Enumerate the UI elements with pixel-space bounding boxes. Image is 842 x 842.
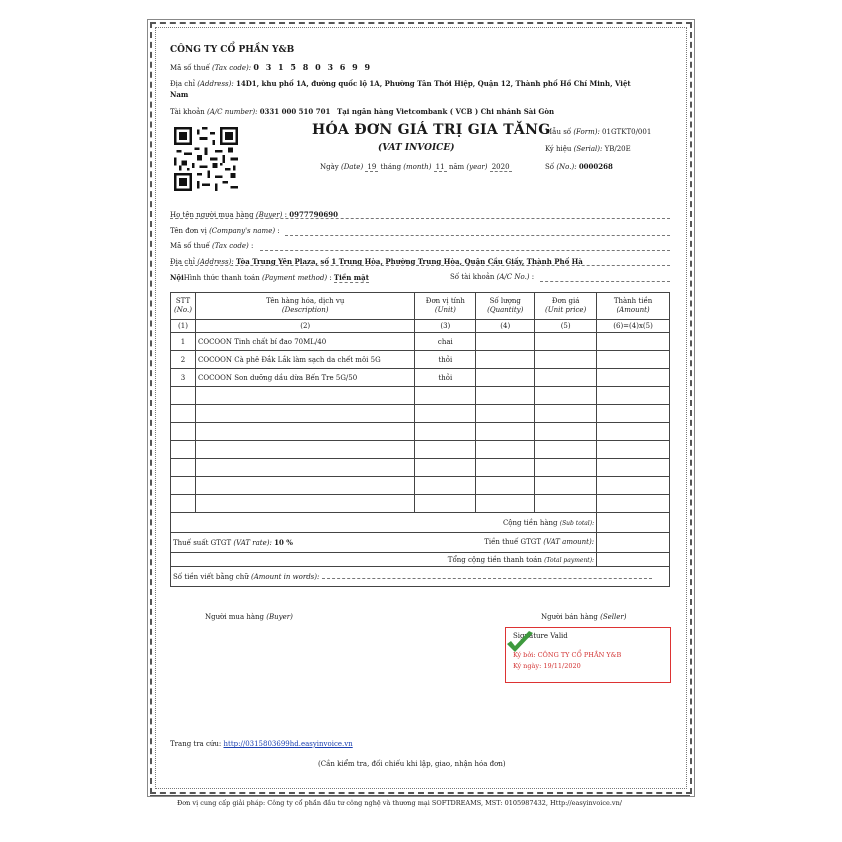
cell-no [171, 495, 196, 513]
cell-no: 1 [171, 333, 196, 351]
company-account: 0331 000 510 701 [259, 107, 331, 116]
cell-description [195, 405, 414, 423]
col-header-amount: Thành tiền (Amount) [597, 293, 670, 320]
cell-amount [597, 333, 670, 351]
company-address-row: Địa chỉ (Address): 14D1, khu phố 1A, đường quốc lộ 1A, Phường Tân Thới Hiệp, Quận 12, Thành phố Hồ Chí Minh, Việt [170, 79, 631, 88]
buyer-address-row: Địa chỉ (Address): Tòa Trung Yên Plaza, số 1 Trung Hòa, Phường Trung Hòa, Quận Cầu Giấy, Thành Phố Hà [170, 257, 670, 266]
signed-date-text: Ký ngày: 19/11/2020 [513, 662, 581, 670]
col-header-no: STT (No.) [171, 293, 196, 320]
invoice-serial: Ký hiệu (Serial): YB/20E [545, 145, 631, 153]
invoice-number: Số (No.): 0000268 [545, 162, 613, 171]
buyer-signature-label: Người mua hàng (Buyer) [205, 613, 293, 621]
cell-no [171, 441, 196, 459]
subtotal-row: Cộng tiền hàng (Sub total): [171, 513, 670, 533]
cell-amount [597, 387, 670, 405]
cell-amount [597, 495, 670, 513]
invoice-subtitle: (VAT INVOICE) [378, 143, 455, 153]
cell-unit [415, 423, 476, 441]
cell-quantity [476, 423, 535, 441]
invoice-title: HÓA ĐƠN GIÁ TRỊ GIA TĂNG [312, 122, 551, 138]
company-tax-code: 0 3 1 5 8 0 3 6 9 9 [253, 62, 373, 72]
company-address: 14D1, khu phố 1A, đường quốc lộ 1A, Phường Tân Thới Hiệp, Quận 12, Thành phố Hồ Chí Minh, Việt [235, 79, 631, 88]
items-table [170, 292, 670, 587]
cell-amount [597, 423, 670, 441]
cell-unit [415, 459, 476, 477]
amount-words-row: Số tiền viết bằng chữ (Amount in words): [171, 567, 670, 587]
cell-amount [597, 351, 670, 369]
company-address-line2: Nam [170, 90, 189, 99]
col-header-unit-price: Đơn giá (Unit price) [535, 293, 597, 320]
buyer-payment: Tiền mặt [333, 273, 369, 282]
cell-description: COCOON Son dưỡng dầu dừa Bến Tre 5G/50 [195, 369, 414, 387]
cell-no [171, 405, 196, 423]
cell-unit: chai [415, 333, 476, 351]
qr-code [174, 127, 238, 191]
cell-unit-price [535, 405, 597, 423]
col-header-description: Tên hàng hóa, dịch vụ (Description) [195, 293, 414, 320]
cell-unit-price [535, 369, 597, 387]
table-row [171, 441, 670, 459]
cell-description: COCOON Tinh chất bí đao 70ML/40 [195, 333, 414, 351]
cell-unit: thỏi [415, 351, 476, 369]
invoice-form: Mẫu số (Form): 01GTKT0/001 [545, 128, 652, 136]
cell-quantity [476, 369, 535, 387]
cell-unit-price [535, 423, 597, 441]
table-row [171, 369, 670, 387]
cell-description: COCOON Cà phê Đắk Lắk làm sạch da chết môi 5G [195, 351, 414, 369]
company-account-row: Tài khoản (A/C number): 0331 000 510 701 Tại ngân hàng Vietcombank ( VCB ) Chi nhánh Sài Gòn [170, 107, 555, 116]
col-header-unit: Đơn vị tính (Unit) [415, 293, 476, 320]
total-row: Tổng cộng tiền thanh toán (Total payment): [171, 553, 670, 567]
table-row [171, 351, 670, 369]
cell-no [171, 477, 196, 495]
buyer-name-row: Họ tên người mua hàng (Buyer) : 0977790690 [170, 210, 670, 219]
cell-amount [597, 459, 670, 477]
col-header-quantity: Số lượng (Quantity) [476, 293, 535, 320]
cell-unit [415, 477, 476, 495]
cell-quantity [476, 405, 535, 423]
cell-unit [415, 495, 476, 513]
check-note: (Cần kiểm tra, đối chiếu khi lập, giao, nhận hóa đơn) [318, 760, 506, 768]
cell-unit [415, 405, 476, 423]
cell-no [171, 423, 196, 441]
provider-note: Đơn vị cung cấp giải pháp: Công ty cổ phần đầu tư công nghệ và thương mại SOFTDREAMS, MST: 0105987432, Http://easyinvoice.vn/ [177, 799, 622, 807]
cell-unit-price [535, 495, 597, 513]
cell-quantity [476, 441, 535, 459]
cell-unit-price [535, 477, 597, 495]
cell-description [195, 459, 414, 477]
cell-amount [597, 441, 670, 459]
buyer-payment-row: NộiHình thức thanh toán (Payment method) : Tiền mặt Số tài khoản (A/C No.) : [170, 273, 670, 282]
cell-description [195, 423, 414, 441]
cell-description [195, 441, 414, 459]
cell-no [171, 459, 196, 477]
buyer-address: Tòa Trung Yên Plaza, số 1 Trung Hòa, Phường Trung Hòa, Quận Cầu Giấy, Thành Phố Hà [235, 257, 583, 266]
lookup-link[interactable]: http://0315803699hd.easyinvoice.vn [223, 740, 353, 748]
cell-no [171, 387, 196, 405]
cell-unit: thỏi [415, 369, 476, 387]
cell-unit [415, 387, 476, 405]
lookup-row: Trang tra cứu: http://0315803699hd.easyinvoice.vn [170, 740, 353, 748]
table-row [171, 423, 670, 441]
cell-no: 3 [171, 369, 196, 387]
company-bank: Tại ngân hàng Vietcombank ( VCB ) Chi nhánh Sài Gòn [337, 107, 555, 116]
company-tax-row: Mã số thuế (Tax code): 0 3 1 5 8 0 3 6 9 9 [170, 62, 373, 72]
cell-unit-price [535, 441, 597, 459]
cell-unit [415, 441, 476, 459]
company-name: CÔNG TY CỔ PHẦN Y&B [170, 45, 295, 55]
cell-quantity [476, 495, 535, 513]
buyer-tax-row: Mã số thuế (Tax code) : [170, 242, 670, 250]
table-row [171, 459, 670, 477]
cell-unit-price [535, 387, 597, 405]
cell-description [195, 477, 414, 495]
cell-quantity [476, 351, 535, 369]
cell-unit-price [535, 333, 597, 351]
cell-amount [597, 369, 670, 387]
vat-rate: 10 % [274, 538, 293, 547]
table-row [171, 333, 670, 351]
signed-by-text: Ký bởi: CÔNG TY CỔ PHẦN Y&B [513, 651, 622, 659]
vat-row: Thuế suất GTGT (VAT rate): 10 % Tiền thuế GTGT (VAT amount): [171, 533, 670, 553]
column-number-row: (1) (2) (3) (4) (5) (6)=(4)x(5) [171, 320, 670, 333]
buyer-name: 0977790690 [289, 210, 338, 219]
cell-unit-price [535, 351, 597, 369]
cell-quantity [476, 477, 535, 495]
cell-quantity [476, 333, 535, 351]
footer-divider [150, 795, 690, 796]
table-row [171, 405, 670, 423]
cell-quantity [476, 387, 535, 405]
table-header-row [171, 293, 670, 320]
seller-signature-label: Người bán hàng (Seller) [541, 613, 627, 621]
table-row [171, 495, 670, 513]
cell-no: 2 [171, 351, 196, 369]
invoice-date: Ngày (Date) 19 tháng (month) 11 năm (year) 2020 [320, 163, 510, 171]
cell-amount [597, 405, 670, 423]
cell-quantity [476, 459, 535, 477]
cell-amount [597, 477, 670, 495]
cell-unit-price [535, 459, 597, 477]
table-row [171, 477, 670, 495]
table-row [171, 387, 670, 405]
cell-description [195, 495, 414, 513]
signature-valid-text: Signature Valid [513, 632, 568, 640]
cell-description [195, 387, 414, 405]
buyer-company-row: Tên đơn vị (Company's name) : [170, 227, 670, 235]
